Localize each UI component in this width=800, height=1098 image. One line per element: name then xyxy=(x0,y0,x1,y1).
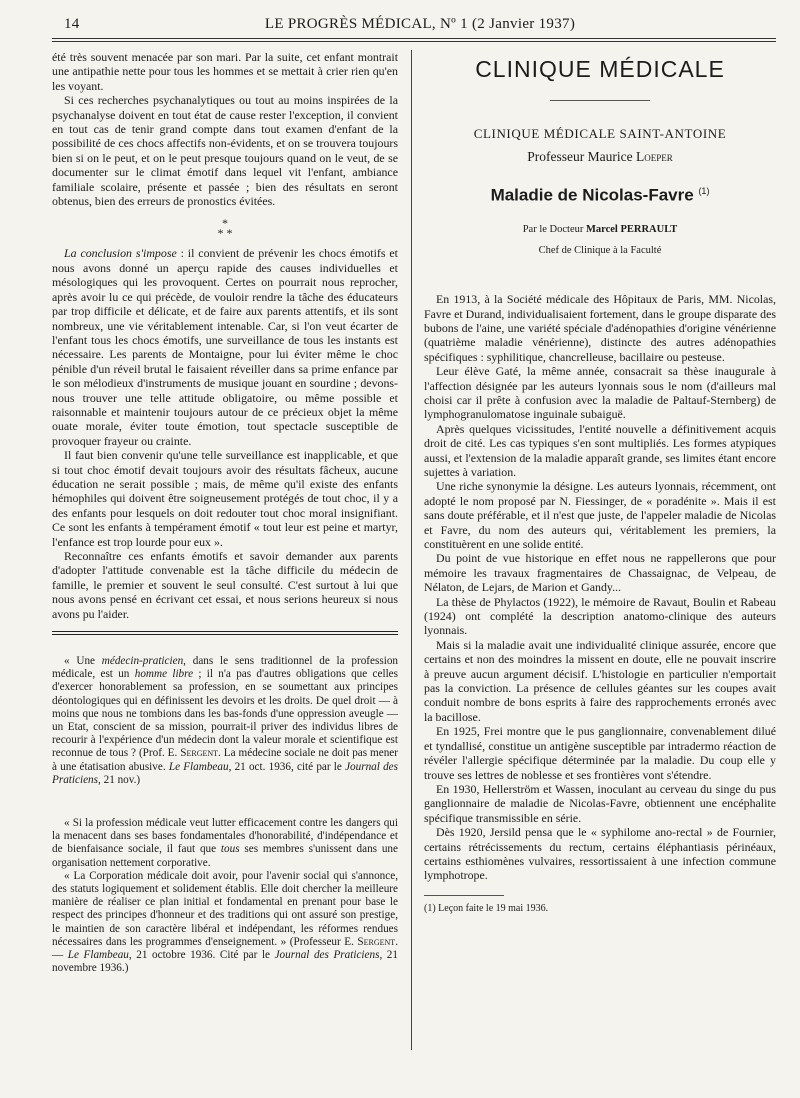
paragraph: Du point de vue historique en effet nous ne rappellerons que pour mémoire les travaux fragmentaires de Chassaignac, de Velpeau, de Nélaton, de Lejars, de Marion et Gandy... xyxy=(424,551,776,595)
conclusion-label: La conclusion s'impose xyxy=(64,246,177,261)
paragraph: Si ces recherches psychanalytiques ou tout au moins inspirées de la psychanalyse doivent en tout état de cause rester l'exception, il convient en tout cas de tenir grand compte dans tout examen d'enfant de la possibilité de ces chocs affectifs non-évidents, et on se trouvera toujours bien si on le peut, et on le peut presque toujours quand on le veut, de se documenter sur le climat émotif dans lequel vit l'enfant, ambiance familiale scolaire, présente et passée ; bien des résultats en seront obtenus, bien des erreurs de pronostics évitées. xyxy=(52,93,398,209)
separator-rule-thin xyxy=(52,634,398,635)
running-header xyxy=(64,14,776,38)
quote-block-2 xyxy=(52,817,398,975)
quote-block-1 xyxy=(52,655,398,787)
clinic-name: CLINIQUE MÉDICALE SAINT-ANTOINE xyxy=(473,126,727,142)
column-divider xyxy=(411,50,412,1050)
paragraph: Dès 1920, Jersild pensa que le « syphilome ano-rectal » de Fournier, certains rétrécissements du rectum, certains éléphantiasis périnéaux, certains esthiomènes vulvaires, ressortissaient à une infection commune lymphotrope. xyxy=(424,825,776,883)
paragraph: Reconnaître ces enfants émotifs et savoir demander aux parents d'adopter l'attitude convenable est la tâche difficile du médecin de famille, le premier et souvent le seul consulté. C'est surtout à lui que nous avons pensé en écrivant cet essai, et nous serions heureux si nous avons pu l'aider. xyxy=(52,549,398,621)
author-role: Chef de Clinique à la Faculté xyxy=(538,244,662,256)
header-rule-top xyxy=(52,38,776,39)
section-stars xyxy=(52,216,398,241)
article-body xyxy=(424,292,776,883)
quote-paragraph: « Une médecin-praticien, dans le sens traditionnel de la profession médicale, est un homme libre ; il n'a pas d'autres obligations que celles d'exercer honorablement sa profession, en se soumettant aux principes déontologiques qui en définissent les devoirs et les droits. De quel droit — à moins que nous ne tombions dans les bas-fonds d'une oppression aveugle — un Etat, conscient de sa mission, pourrait-il priver des individus libres de recourir à l'expérience d'un médecin dont la valeur morale et scientifique est reconnue de tous ? (Prof. E. Sergent. La médecine sociale ne doit pas mener à une étatisation abusive. Le Flambeau, 21 oct. 1936, cité par le Journal des Praticiens, 21 nov.) xyxy=(52,655,399,786)
stars-glyph: * * * xyxy=(217,216,233,241)
title-footnote-marker: (1) xyxy=(698,186,710,197)
paragraph: La thèse de Phylactos (1922), le mémoire de Ravaut, Boulin et Rabeau (1924) ont complété la description anatomo-clinique des auteurs lyonnais. xyxy=(424,594,776,638)
page-number: 14 xyxy=(64,16,80,32)
article-title: Maladie de Nicolas-Favre $^{(1)}$ xyxy=(490,185,710,205)
paragraph: En 1925, Frei montre que le pus ganglionnaire, convenablement dilué et tyndallisé, constitue un antigène susceptible par intradermo réaction de révéler l'allergie spécifique déterminée par la maladie. Du coup elle y trouve ses lettres de noblesse et ses frontières vont s'étendre. xyxy=(424,724,776,782)
footnote: (1) Leçon faite le 19 mai 1936. xyxy=(424,902,549,914)
professor-line: Professeur Maurice Loeper xyxy=(527,148,673,164)
paragraph: En 1930, Hellerström et Wassen, inoculant au cerveau du singe du pus ganglionnaire de maladie de Nicolas-Favre, obtiennent une encéphalite spécifique transmissible en série. xyxy=(424,781,776,825)
paragraph: Leur élève Gaté, la même année, consacrait sa thèse inaugurale à l'affection désignée par les auteurs lyonnais sous le nom (d'ailleurs mal choisi car il prête à confusion avec la maladie de Paltauf-Sternberg) de lymphogranulomatose inguinale subaiguë. xyxy=(424,364,776,422)
quote-paragraph: « La Corporation médicale doit avoir, pour l'avenir social qui s'annonce, des statuts logiquement et solidement établis. Elle doit chercher la meilleure manière de réaliser ce plan initial et fondamental en prenant pour base le respect des principes d'honneur et des traditions qui ont assuré son prestige, le maintien de son caractère libéral et indépendant, les réformes rendues nécessaires dans les programmes d'enseignement. » (Professeur E. Sergent. — Le Flambeau, 21 octobre 1936. Cité par le Journal des Praticiens, 21 novembre 1936.) xyxy=(52,869,398,975)
conclusion-paragraph xyxy=(52,246,398,448)
separator-rule xyxy=(52,631,398,632)
running-title: LE PROGRÈS MÉDICAL, Nº 1 (2 Janvier 1937) xyxy=(264,16,576,32)
right-column xyxy=(424,50,776,916)
paragraph: Mais si la maladie avait une individualité clinique assurée, encore que certains et non des moindres la missent en doute, elle ne pouvait inscrire à preuve aucun argument décisif. L'histologie en particulier n'emportait pas la conviction. La présence de cellules géantes sur les coupes avait conduit nombre de bons esprits à faire des rapprochements erronés avec la bacillose. xyxy=(424,637,776,724)
paragraph: En 1913, à la Société médicale des Hôpitaux de Paris, MM. Nicolas, Favre et Durand, individualisaient fortement, dans le groupe disparate des bubons de l'aine, une variété spéciale d'adénopathies d'origine vénérienne (quatrième maladie vénérienne), distincte des autres adénopathies spécifiques : syphilitique, chancrelleuse, bacillaire ou pesteuse. xyxy=(424,292,776,364)
paragraph: été très souvent menacée par son mari. Par la suite, cet enfant montrait une antipathie nette pour tous les hommes et se mettait à crier rien qu'en les voyant. xyxy=(52,50,398,93)
header-rule-bottom xyxy=(52,41,776,42)
conclusion-text: : il convient de prévenir les chocs émotifs et nous avons donné un aperçu rapide des causes individuelles et mésologiques qui les provoquent. Certes on pourrait nous reprocher, après avoir lu ce qui précède, de vouloir rendre la tâche des éducateurs par trop difficile et délicate, et de faire aux parents attentifs, et ils sont nombreux, une vie véritablement intenable. Car, si l'on veut écarter de l'enfant tous les chocs émotifs, une surveillance de tous les instants est nécessaire. Les parents de Montaigne, pour lui éviter même le choc pénible d'un réveil brutal le faisaient réveiller dans sa prime enfance par le son mélodieux d'instruments de musique jouant en sourdine ; devons-nous trouver une telle attitude obligatoire, ou même possible et raisonnable et maintenir toujours autour de ce précieux objet la même ouate morale, éviter toute émotion, tout spectacle susceptible de provoquer frayeur ou crainte. xyxy=(52,246,398,448)
footnote-rule xyxy=(424,895,504,896)
title-rule xyxy=(550,100,650,101)
left-column xyxy=(52,50,398,976)
section-title: CLINIQUE MÉDICALE xyxy=(475,56,725,82)
quote-paragraph: « Si la profession médicale veut lutter efficacement contre les dangers qui la menacent dans ses bases fondamentales d'honorabilité, d'indépendance et de bienfaisance sociale, il faut que tous ses membres s'unissent dans une organisation nettement corporative. xyxy=(52,817,398,869)
paragraph: Après quelques vicissitudes, l'entité nouvelle a définitivement acquis droit de cité. Les cas typiques s'en sont multipliés. Les formes atypiques aussi, et l'extension de la maladie apparaît grande, ses limites étant encore sujettes à variation. xyxy=(424,421,776,479)
paragraph: Une riche synonymie la désigne. Les auteurs lyonnais, récemment, ont adopté le nom proposé par N. Fiessinger, de « poradénite ». Mais il est sans doute préférable, et il n'est que juste, de l'appeler maladie de Nicolas et Favre, du nom des auteurs qui, véritablement les premiers, la constituèrent en une solide entité. xyxy=(424,479,776,551)
byline: Par le Docteur Marcel PERRAULT xyxy=(522,224,678,236)
paragraph: Il faut bien convenir qu'une telle surveillance est inapplicable, et que si tout choc émotif devait toujours avoir des résultats fâcheux, aucune éducation ne serait possible ; mais, de même qu'il existe des enfants hémophiles qui doivent être soigneusement protégés de tout choc, il y a des enfants pour lesquels on doit redouter tout choc moral insignifiant. Ce sont les enfants à tempérament émotif « tout leur est peine et martyr, l'enfance est trop lourde pour eux ». xyxy=(52,448,398,549)
